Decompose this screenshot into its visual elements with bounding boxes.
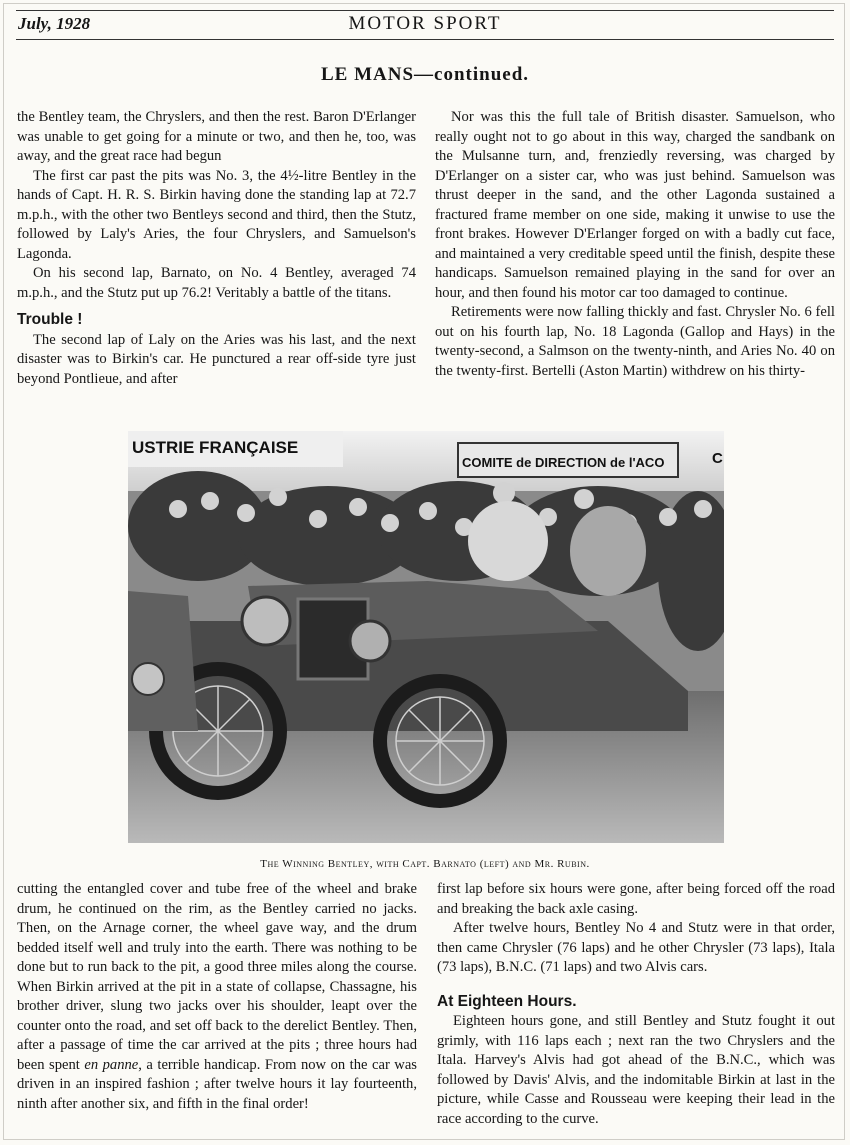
article-title: LE MANS—continued. bbox=[320, 64, 530, 85]
column-bottom-left bbox=[17, 880, 417, 1114]
paragraph-text: cutting the entangled cover and tube free of the wheel and brake drum, he continued on the rim, as the Bentley carried no jacks. Then, on the Arnage corner, the wheel gave way, and the drum bedded itself well and truly into the earth. There was nothing to be done but to run back to the pit, a good three miles along the course. When Birkin arrived at the pit in a state of collapse, Chassagne, his brother driver, slung two jacks over his shoulder, leapt over the counter onto the road, and set off back to the derelict Bentley. Then, after a passage of time the car arrived at the pits ; three hours had been spent bbox=[17, 881, 417, 1073]
paragraph: The second lap of Laly on the Aries was his last, and the next disaster was to Birkin's car. He punctured a rear off-side tyre just beyond Pontlieue, and after bbox=[17, 331, 416, 387]
header-rule-bottom bbox=[16, 39, 834, 40]
magazine-title: MOTOR SPORT bbox=[348, 13, 502, 34]
paragraph: On his second lap, Barnato, on No. 4 Bentley, averaged 74 m.p.h., and the Stutz put up 76.2! Veritably a battle of the titans. bbox=[17, 265, 416, 301]
section-heading-trouble: Trouble ! bbox=[17, 311, 83, 328]
paragraph: Nor was this the full tale of British disaster. Samuelson, who really ought not to go about in this way, charged the sandbank on the Mulsanne turn, and, frenziedly reversing, was charged by D'Erlanger on a sister car, who was just behind. Samuelson was thrust deeper in the sand, and the other Lagonda sustained a fractured frame member on one side, making it unwise to use the front brakes. However D'Erlanger forged on with a badly cut face, and maintained a very creditable speed until the finish, despite these handicaps. Samuelson remained playing in the sand for over an hour, and then found his motor car too damaged to continue. bbox=[435, 109, 835, 301]
sign-c-text: C bbox=[712, 450, 723, 467]
paragraph: first lap before six hours were gone, after being forced off the road and breaking the back axle casing. bbox=[437, 881, 835, 917]
paragraph: the Bentley team, the Chryslers, and then the rest. Baron D'Erlanger was unable to get going for a minute or two, and then he, too, was away, and the great race had begun bbox=[17, 109, 416, 164]
sign-right-text: COMITE de DIRECTION de l'ACO bbox=[462, 455, 665, 470]
issue-date: July, 1928 bbox=[18, 14, 91, 33]
paragraph-text: , a terrible handicap. From now on the car was driven in an inspired fashion ; after twelve hours it lay fourteenth, ninth after another six, and fifth in the final order! bbox=[17, 1056, 417, 1112]
photo-caption: The Winning Bentley, with Capt. Barnato (left) and Mr. Rubin. bbox=[260, 858, 590, 870]
paragraph: After twelve hours, Bentley No 4 and Stutz were in that order, then came Chrysler (76 laps) and he other Chrysler (73 laps), Itala (73 laps), B.N.C. (71 laps) and two Alvis cars. bbox=[437, 920, 835, 975]
section-heading-eighteen-hours: At Eighteen Hours. bbox=[437, 992, 577, 1010]
photo-illustration bbox=[128, 431, 724, 843]
column-top-left bbox=[17, 108, 416, 389]
column-top-right bbox=[435, 108, 835, 381]
paragraph bbox=[17, 880, 417, 1114]
paragraph: Retirements were now falling thickly and fast. Chrysler No. 6 fell out on his fourth lap, No. 18 Lagonda (Gallop and Hays) in the twenty-second, a Salmson on the twenty-ninth, and Aries No. 40 on the twenty-first. Bertelli (Aston Martin) withdrew on his thirty- bbox=[435, 304, 835, 379]
italic-phrase: en panne bbox=[84, 1056, 139, 1073]
photo-winning-bentley bbox=[128, 431, 724, 843]
paragraph: The first car past the pits was No. 3, the 4½-litre Bentley in the hands of Capt. H. R. S. Birkin having done the standing lap at 72.7 m.p.h., with the other two Bentleys second and third, then the Stutz, followed by Laly's Aries, the four Chryslers, and Samuelson's Lagonda. bbox=[17, 167, 416, 262]
paragraph: Eighteen hours gone, and still Bentley and Stutz fought it out grimly, with 116 laps each ; next ran the two Chryslers and the Itala. Harvey's Alvis had got ahead of the B.N.C., which was followed by Davis' Alvis, and the indomitable Birkin at last in the picture, while Casse and Rousseau were keeping their lead in the race according to the curve. bbox=[437, 1013, 835, 1127]
sign-left-text: USTRIE FRANÇAISE bbox=[132, 438, 299, 457]
header-rule-top bbox=[16, 10, 834, 11]
column-bottom-right bbox=[437, 880, 835, 1129]
